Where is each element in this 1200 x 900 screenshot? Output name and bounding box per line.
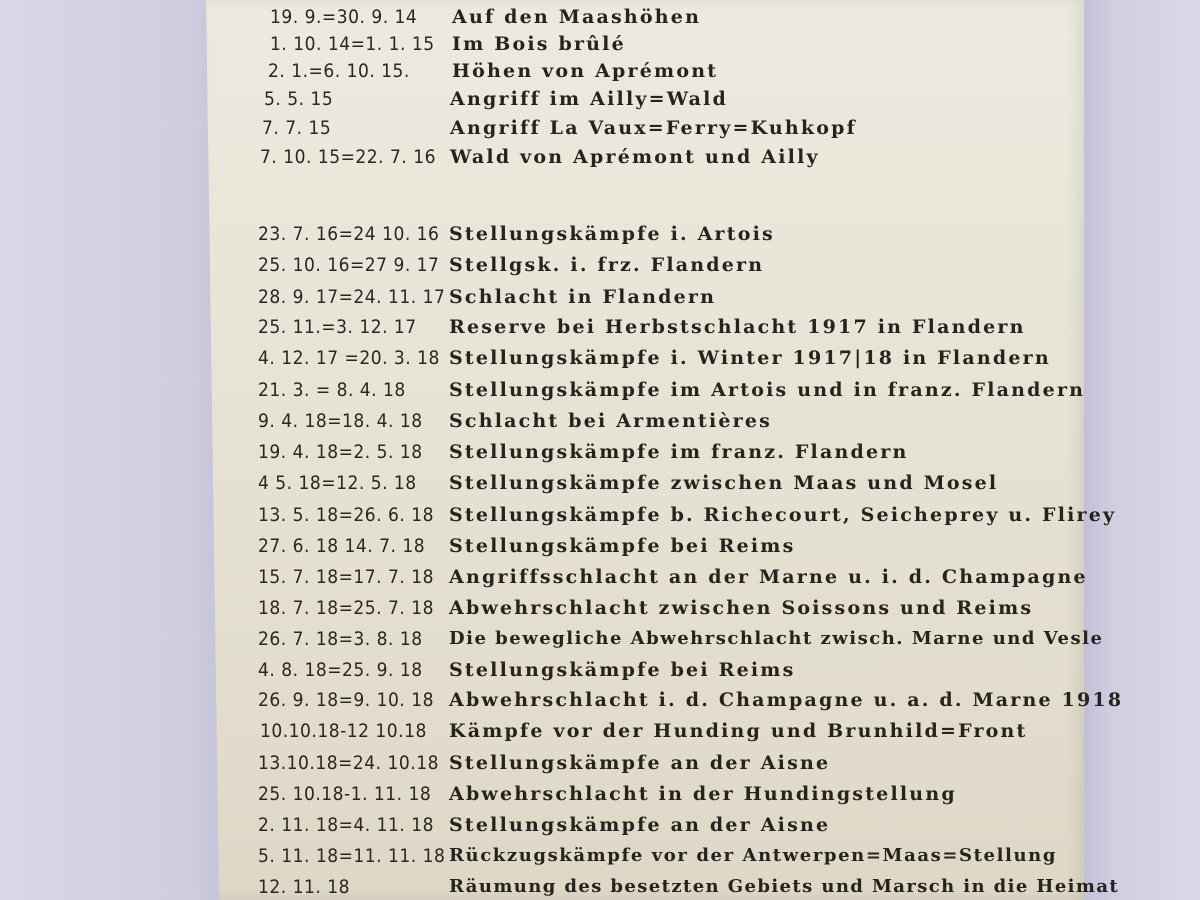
entry-date: 5. 5. 15 bbox=[264, 88, 334, 110]
entry-event: Die bewegliche Abwehrschlacht zwisch. Marne und Vesle bbox=[449, 628, 1104, 649]
entry-date: 25. 10. 16=27 9. 17 bbox=[258, 254, 440, 276]
entry-date: 10.10.18-12 10.18 bbox=[260, 720, 427, 742]
entry-event: Angriff im Ailly=Wald bbox=[450, 88, 729, 110]
entry-event: Schlacht bei Armentières bbox=[449, 410, 773, 432]
entry-event: Stellungskämpfe an der Aisne bbox=[449, 814, 831, 836]
entry-event: Im Bois brûlé bbox=[452, 33, 626, 55]
entry-date: 25. 11.=3. 12. 17 bbox=[258, 316, 417, 338]
entry-date: 13.10.18=24. 10.18 bbox=[258, 752, 439, 774]
entry-event: Auf den Maashöhen bbox=[452, 6, 702, 28]
entry-event: Stellungskämpfe zwischen Maas und Mosel bbox=[449, 472, 999, 494]
entry-event: Reserve bei Herbstschlacht 1917 in Flandern bbox=[449, 316, 1026, 338]
entry-event: Stellungskämpfe bei Reims bbox=[449, 535, 796, 557]
entry-date: 7. 10. 15=22. 7. 16 bbox=[260, 146, 436, 168]
entry-date: 2. 11. 18=4. 11. 18 bbox=[258, 814, 434, 836]
entry-event: Angriffsschlacht an der Marne u. i. d. Champagne bbox=[449, 566, 1088, 588]
entry-event: Abwehrschlacht in der Hundingstellung bbox=[449, 783, 957, 805]
entry-date: 26. 7. 18=3. 8. 18 bbox=[258, 628, 423, 650]
entry-event: Stellgsk. i. frz. Flandern bbox=[449, 254, 765, 276]
entry-event: Kämpfe vor der Hunding und Brunhild=Front bbox=[449, 720, 1028, 742]
entry-date: 1. 10. 14=1. 1. 15 bbox=[270, 33, 435, 55]
entry-date: 25. 10.18-1. 11. 18 bbox=[258, 783, 432, 805]
entry-event: Stellungskämpfe an der Aisne bbox=[449, 752, 831, 774]
entry-event: Schlacht in Flandern bbox=[449, 286, 717, 308]
entry-date: 28. 9. 17=24. 11. 17 bbox=[258, 286, 446, 308]
entry-event: Stellungskämpfe im Artois und in franz. Flandern bbox=[449, 379, 1086, 401]
entry-event: Abwehrschlacht zwischen Soissons und Reims bbox=[449, 597, 1034, 619]
entry-date: 13. 5. 18=26. 6. 18 bbox=[258, 504, 434, 526]
entry-date: 12. 11. 18 bbox=[258, 876, 350, 898]
entry-date: 9. 4. 18=18. 4. 18 bbox=[258, 410, 423, 432]
entry-event: Stellungskämpfe b. Richecourt, Seicheprey u. Flirey bbox=[449, 504, 1117, 526]
entry-date: 4. 12. 17 =20. 3. 18 bbox=[258, 347, 440, 369]
entry-date: 5. 11. 18=11. 11. 18 bbox=[258, 845, 446, 867]
entry-event: Wald von Aprémont und Ailly bbox=[450, 146, 820, 168]
entry-event: Stellungskämpfe i. Winter 1917|18 in Flandern bbox=[449, 347, 1051, 369]
entry-date: 19. 4. 18=2. 5. 18 bbox=[258, 441, 423, 463]
entry-event: Stellungskämpfe bei Reims bbox=[449, 659, 796, 681]
entry-event: Stellungskämpfe i. Artois bbox=[449, 223, 775, 245]
entry-event: Rückzugskämpfe vor der Antwerpen=Maas=Stellung bbox=[449, 845, 1058, 866]
entry-date: 7. 7. 15 bbox=[262, 117, 332, 139]
entry-event: Angriff La Vaux=Ferry=Kuhkopf bbox=[450, 117, 858, 139]
entry-date: 15. 7. 18=17. 7. 18 bbox=[258, 566, 434, 588]
entry-date: 21. 3. = 8. 4. 18 bbox=[258, 379, 406, 401]
entry-event: Stellungskämpfe im franz. Flandern bbox=[449, 441, 909, 463]
entry-event: Räumung des besetzten Gebiets und Marsch in die Heimat bbox=[449, 876, 1120, 897]
entry-date: 4. 8. 18=25. 9. 18 bbox=[258, 659, 423, 681]
entry-date: 19. 9.=30. 9. 14 bbox=[270, 6, 418, 28]
entry-date: 18. 7. 18=25. 7. 18 bbox=[258, 597, 434, 619]
entry-event: Abwehrschlacht i. d. Champagne u. a. d. Marne 1918 bbox=[449, 689, 1124, 711]
entry-date: 23. 7. 16=24 10. 16 bbox=[258, 223, 440, 245]
entry-date: 4 5. 18=12. 5. 18 bbox=[258, 472, 417, 494]
entry-event: Höhen von Aprémont bbox=[452, 60, 719, 82]
entry-date: 27. 6. 18 14. 7. 18 bbox=[258, 535, 426, 557]
entry-date: 2. 1.=6. 10. 15. bbox=[268, 60, 410, 82]
entry-date: 26. 9. 18=9. 10. 18 bbox=[258, 689, 434, 711]
